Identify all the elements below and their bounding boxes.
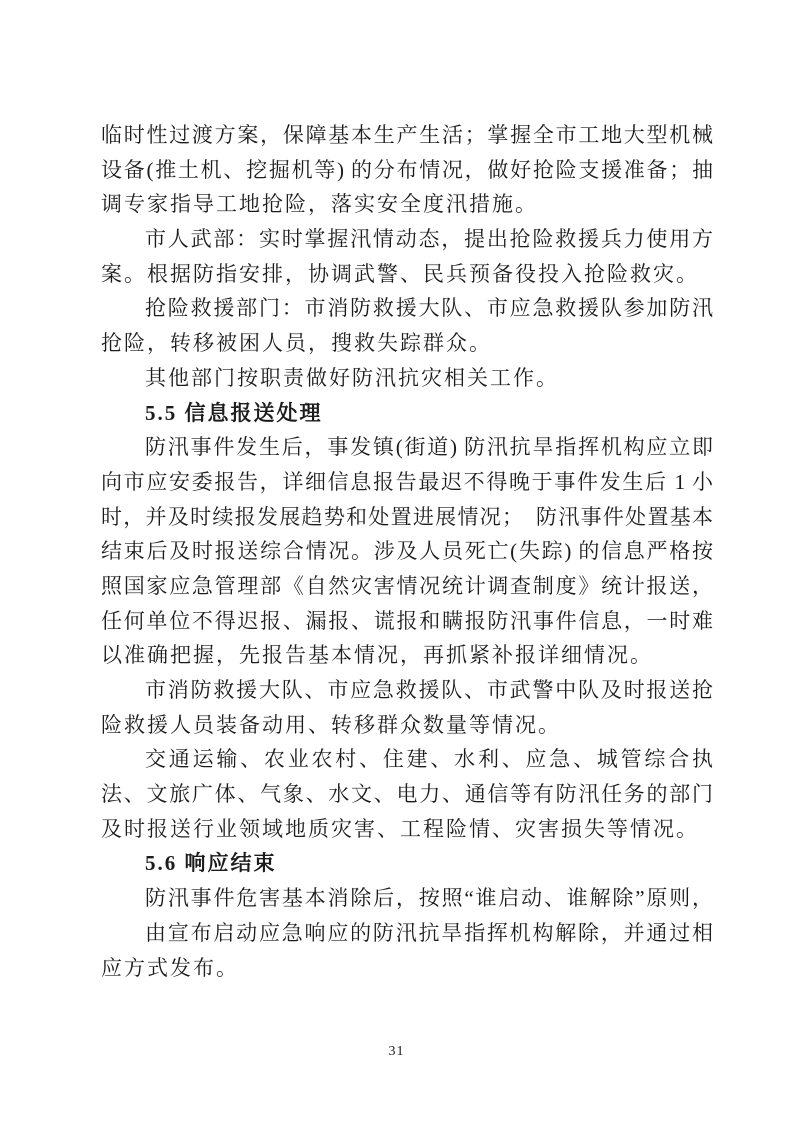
text-line: 其他部门按职责做好防汛抗灾相关工作。 (145, 365, 559, 390)
text-line: 案。根据防指安排，协调武警、民兵预备役投入抢险救灾。 (101, 261, 699, 286)
section-heading-5-6: 5.6 响应结束 (145, 851, 277, 876)
text-line: 设备(推土机、挖掘机等) 的分布情况，做好抢险支援准备；抽 (101, 157, 713, 182)
text-line: 调专家指导工地抢险，落实安全度汛措施。 (101, 192, 538, 217)
text-line: 任何单位不得迟报、漏报、谎报和瞒报防汛事件信息，一时难 (101, 608, 713, 633)
text-line: 抢险，转移被困人员，搜救失踪群众。 (101, 331, 492, 356)
text-line: 防汛事件发生后，事发镇(街道) 防汛抗旱指挥机构应立即 (145, 435, 713, 460)
section-heading-5-5: 5.5 信息报送处理 (145, 400, 323, 425)
text-line: 照国家应急管理部《自然灾害情况统计调查制度》统计报送， (101, 573, 713, 598)
text-line: 结束后及时报送综合情况。涉及人员死亡(失踪) 的信息严格按 (101, 539, 713, 564)
text-line: 市人武部：实时掌握汛情动态，提出抢险救援兵力使用方 (145, 227, 713, 252)
text-line: 应方式发布。 (101, 955, 239, 980)
text-line: 向市应安委报告，详细信息报告最迟不得晚于事件发生后 1 小 (101, 469, 713, 494)
text-line: 时，并及时续报发展趋势和处置进展情况； 防汛事件处置基本 (101, 504, 713, 529)
text-line: 临时性过渡方案，保障基本生产生活；掌握全市工地大型机械 (101, 123, 713, 147)
page-number: 31 (388, 1044, 405, 1059)
text-line: 防汛事件危害基本消除后，按照“谁启动、谁解除”原则， (145, 886, 713, 911)
text-line: 交通运输、农业农村、住建、水利、应急、城管综合执 (145, 747, 713, 772)
text-line: 及时报送行业领域地质灾害、工程险情、灾害损失等情况。 (101, 816, 699, 841)
page-content (101, 118, 713, 985)
text-line: 法、文旅广体、气象、水文、电力、通信等有防汛任务的部门 (101, 782, 713, 807)
text-line: 险救援人员装备动用、转移群众数量等情况。 (101, 712, 561, 737)
text-line: 抢险救援部门：市消防救援大队、市应急救援队参加防汛 (145, 296, 713, 321)
text-line: 由宣布启动应急响应的防汛抗旱指挥机构解除，并通过相 (145, 920, 713, 945)
text-line: 市消防救援大队、市应急救援队、市武警中队及时报送抢 (145, 678, 713, 702)
text-line: 以准确把握，先报告基本情况，再抓紧补报详细情况。 (101, 643, 653, 668)
